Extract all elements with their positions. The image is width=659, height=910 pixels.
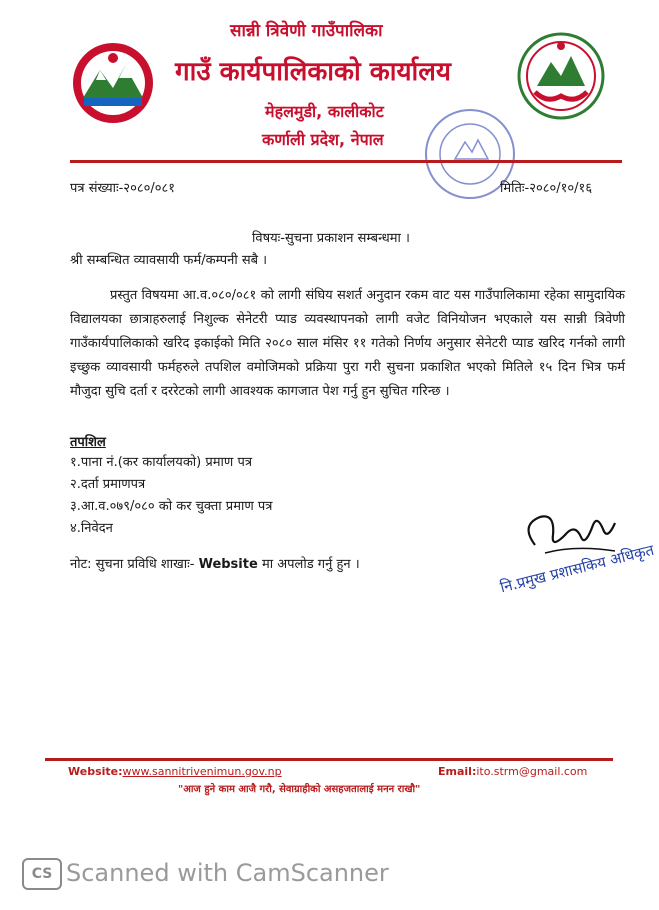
municipality-name: सान्नी त्रिवेणी गाउँपालिका <box>230 21 383 41</box>
email-address[interactable]: ito.strm@gmail.com <box>476 765 588 778</box>
website-link[interactable]: www.sannitrivenimun.gov.np <box>122 765 282 778</box>
municipality-logo <box>517 32 605 120</box>
letter-subject: विषयः-सुचना प्रकाशन सम्बन्धमा । <box>252 231 410 246</box>
letter-date: मितिः-२०८०/१०/१६ <box>500 181 593 196</box>
footer-motto: "आज हुने काम आजै गरौ, सेवाग्राहीको असहजतालाई मनन राखौ" <box>178 784 421 795</box>
nepal-emblem-logo <box>70 40 156 126</box>
note-prefix: नोट: सुचना प्रविधि शाखाः- <box>70 557 195 572</box>
office-name: गाउँ कार्यपालिकाको कार्यालय <box>175 57 451 87</box>
reference-number: पत्र संख्याः-२०८०/०८१ <box>70 181 176 196</box>
header-divider <box>70 160 622 163</box>
footer-website <box>68 765 282 778</box>
footer-email <box>438 765 587 778</box>
signatory-title: नि.प्रमुख प्रशासकिय अधिकृत <box>498 540 656 597</box>
camscanner-logo-icon: CS <box>22 858 62 890</box>
tapashil-heading: तपशिल <box>70 435 106 450</box>
email-label: Email: <box>438 765 477 778</box>
list-item: २.दर्ता प्रमाणपत्र <box>70 477 146 492</box>
address-line1: मेहलमुडी, कालीकोट <box>265 102 384 121</box>
address-line2: कर्णाली प्रदेश, नेपाल <box>262 130 384 149</box>
website-label: Website: <box>68 765 123 778</box>
note-suffix: मा अपलोड गर्नु हुन । <box>261 557 360 572</box>
list-item: ४.निवेदन <box>70 521 113 536</box>
note-line <box>70 554 360 572</box>
footer-divider <box>45 758 613 761</box>
letter-salutation: श्री सम्बन्धित व्यावसायी फर्म/कम्पनी सबै । <box>70 253 268 268</box>
note-website: Website <box>198 557 258 572</box>
tapashil-list <box>70 452 272 540</box>
letter-body: प्रस्तुत विषयमा आ.व.०८०/०८१ को लागी संघिय सशर्त अनुदान रकम वाट यस गाउँपालिकामा रहेका सामुदायिक विद्यालयका छात्राहरुलाई निशुल्क सेनेटरी प्याड व्यवस्थापनको लागी वजेट विनियोजन भएकाले यस सान्नी त्रिवेणी गाउँकार्यपालिकाको खरिद इकाईको मिति २०८० साल मंसिर ११ गतेको निर्णय अनुसार सेनेटरी प्याड खरिद गर्नको लागी इच्छुक व्यावसायी फर्महरुले तपशिल वमोजिमको प्रक्रिया पुरा गरी सुचना प्रकाशित भएको मितिले १५ दिन भित्र फर्म मौजुदा सुचि दर्ता र दररेटको लागी आवश्यक कागजात पेश गर्नु हुन सुचित गरिन्छ । <box>70 288 625 399</box>
list-item: १.पाना नं.(कर कार्यालयको) प्रमाण पत्र <box>70 455 253 470</box>
list-item: ३.आ.व.०७९/०८० को कर चुक्ता प्रमाण पत्र <box>70 499 273 514</box>
camscanner-watermark: Scanned with CamScanner <box>66 859 389 887</box>
